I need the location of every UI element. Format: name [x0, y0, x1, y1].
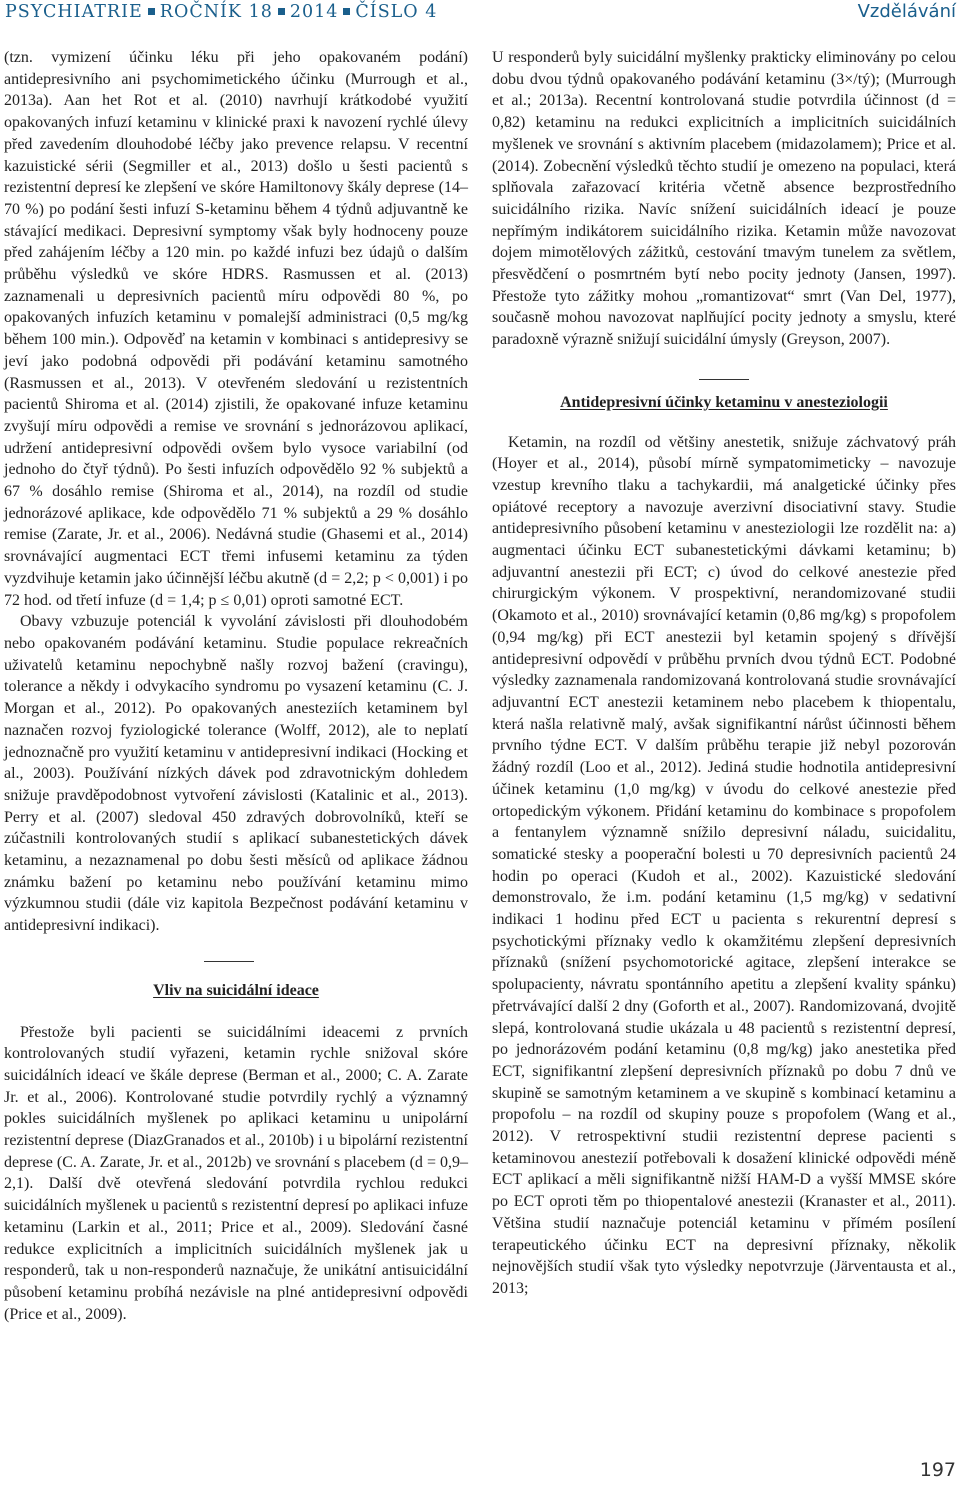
square-bullet-icon	[148, 8, 155, 15]
paragraph: U responderů byly suicidální myšlenky prakticky eliminovány po celou dobu dvou týdnů opakovaného podávání ketaminu (3×/tý); (Murrough et al.; 2013a). Recentní kontrolovaná studie potvrdila účinnost (d = 0,82) ketaminu na redukci explicitních a implicitních suicidálních myšlenek ve srovnání s aktivním placebem (midazolamem); Price et al. (2014). Zobecnění výsledků těchto studií je omezeno na populaci, která splňovala zařazovací kritéria včetně absence bezprostředního suicidálního rizika. Navíc snížení suicidálních ideací je pouze nepřímým indikátorem suicidálního rizika. Ketamin může navozovat dojem mimotělových zážitků, cestování tmavým tunelem za světlem, přesvědčení o posmrtném bytí nebo pocity jednoty (Jansen, 1997). Přestože tyto zážitky mohou „romantizovat“ smrt (Van Del, 1977), současně mohou navozovat naplňující pocity jednoty a smyslu, které paradoxně výrazně snižují suicidální úmysly (Greyson, 2007).	[492, 49, 956, 349]
right-column	[492, 47, 956, 1300]
issue-label: ČÍSLO 4	[355, 2, 438, 22]
paragraph: Ketamin, na rozdíl od většiny anestetik, snižuje záchvatový práh (Hoyer et al., 2014), působí mírně sympatomimeticky – navozuje vzestup krevního tlaku a tachykardii, má analgetické účinky přes opiátové receptory a navozuje averzivní disociativní stavy. Studie antidepresivního působení ketaminu v anesteziologii lze rozdělit na: a) augmentaci účinku ECT subanestetickými dávkami ketaminu; b) adjuvantní anestezii při ECT; c) úvod do celkové anestezie před chirurgickým výkonem. V prospektivní, nerandomizované studii (Okamoto et al., 2010) srovnávající ketamin (0,86 mg/kg) s propofolem (0,94 mg/kg) při ECT anestezii byl ketamin spojený s dřívější antidepresivní odpovědí v průběhu prvních dvou týdnů ECT. Podobné výsledky zaznamenala randomizovaná kontrolovaná studie srovnávající adjuvantní ECT anestezii ketaminem nebo placebem k thiopentalu, která našla relativně malý, avšak signifikantní nárůst účinnosti během prvního týdne ECT. V dalším průběhu terapie již nebyl pozorován žádný rozdíl (Loo et al., 2012). Jediná studie hodnotila antidepresivní účinek ketaminu (1,0 mg/kg) v úvodu do celkové anestezie před ortopedickým výkonem. Přidání ketaminu do kombinace s propofolem a fentanylem významně snížilo depresivní náladu, suicidalitu, somatické stesky a pooperační bolesti u 70 depresivních pacientů 24 hodin po operaci (Kudoh et al., 2002). Kazuistické sledování demonstrovalo, že i.m. podání ketaminu (1,5 mg/kg) v sedativní indikaci 1 hodinu před ECT u pacienta s rekurentní depresí s psychotickými příznaky vedlo k okamžitému zlepšení depresivních příznaků (snížení psychomotorické agitace, zlepšení interakce se spolupacienty, návratu spontánního apetitu a zlepšení kvality spánku) přetrvávající další 2 dny (Goforth et al., 2007). Randomizovaná, dvojitě slepá, kontrolovaná studie ukázala u 48 pacientů s rezistentní depresí, po jednorázovém podání ketaminu (0,8 mg/kg) jako anestetika před ECT, signifikantní zlepšení depresivních příznaků po dobu 7 dnů ve skupině se samotným ketaminem a ve skupině s kombinací ketaminu a propofolu – na rozdíl od skupiny pouze s propofolem (Wang et al., 2012). V retrospektivní studii rezistentní deprese pacienti s ketaminovou anestezií potřebovali k dosažení klinické odpovědi méně ECT aplikací a měli signifikantně nižší HAM-D a vyšší MMSE skóre po ECT oproti těm po thiopentalové anestezii (Kranaster et al., 2011). Většina studií naznačuje potenciál ketaminu v přímém posílení terapeutického účinku ECT na depresivní příznaky, několik nejnovějších studií však tyto výsledky nepotvrzuje (Järventausta et al., 2013;	[492, 433, 956, 1297]
heading-rule	[204, 961, 254, 962]
year-label: 2014	[289, 2, 339, 22]
paragraph: Obavy vzbuzuje potenciál k vyvolání závislosti při dlouhodobém nebo opakovaném podávání ketaminu. Studie populace rekreačních uživatelů ketaminu nepochybně našly rozvoj bažení (cravingu), tolerance a někdy i odvykacího syndromu po vysazení ketaminu (C. J. Morgan et al., 2012). Po opakovaných anesteziích ketaminem byl naznačen rozvoj fyziologické tolerance (Wolff, 2012), ale to neplatí jednoznačně pro využití ketaminu v antidepresivní indikaci (Hocking et al., 2003). Používání nízkých dávek pod zdravotnickým dohledem snižuje pravděpodobnost vytvoření závislosti (Katalinic et al., 2013). Perry et al. (2007) sledoval 450 zdravých dobrovolníků, kteří se zúčastnili kontrolovaných studií s aplikací subanestetických dávek ketaminu, a nezaznamenal po dobu šesti měsíců od aplikace žádnou známku bažení po ketaminu nebo používání ketaminu mimo výzkumnou studii (dále viz kapitola Bezpečnost podávání ketaminu v antidepresivní indikaci).	[4, 613, 468, 935]
section-heading: Vliv na suicidální ideace	[153, 981, 319, 999]
left-column	[4, 47, 468, 1325]
paragraph: (tzn. vymizení účinku léku při jeho opakovaném podání) antidepresivního ani psychomimetického účinku (Murrough et al., 2013a). Aan het Rot et al. (2010) navrhují krátkodobé využití opakovaných infuzí ketaminu v klinické praxi k navození rychlé úlevy před zavedením dlouhodobé léčby jako prevence relapsu. V recentní kazuistické sérii (Segmiller et al., 2013) došlo u šesti pacientů s rezistentní depresí ke zlepšení ve skóre Hamiltonovy škály deprese (14–70 %) po podání šesti infuzí S-ketaminu během 4 týdnů adjuvantně ke stávající medikaci. Depresivní symptomy však byly hodnoceny pouze před zahájením léčby a 120 min. po každé infuzi bez údajů o dalším průběhu výsledků ve skóre HDRS. Rasmussen et al. (2013) zaznamenali u depresivních pacientů míru odpovědi 80 %, po opakovaných infuzích ketaminu v pomalejší administraci (0,5 mg/kg během 100 min.). Odpověď na ketamin v kombinaci s antidepresivy se jeví jako podobná odpovědi při podávání ketaminu samotného (Rasmussen et al., 2013). V otevřeném sledování u rezistentních pacientů Shiroma et al. (2014) zjistili, že opakované infuze ketaminu zvyšují míru odpovědi a remise ve srovnání s jednorázovou aplikací, udržení antidepresivní odpovědi ovšem bylo vysoce variabilní (od jednoho do čtyř týdnů). Po šesti infuzích odpovědělo 92 % subjektů a 67 % dosáhlo remise (Shiroma et al., 2014), na rozdíl od studie jednorázové aplikace, kde odpovědělo 71 % subjektů a 29 % dosáhlo remise (Zarate, Jr. et al., 2006). Nedávná studie (Ghasemi et al., 2014) srovnávající augmentaci ECT třemi infusemi ketaminu za týden vyzdvihuje ketamin jako účinnější léčbu akutně (d = 2,2; p < 0,001) i po 72 hod. od třetí infuze (d = 1,4; p ≤ 0,01) oproti samotné ECT.	[4, 49, 468, 609]
page-header	[0, 0, 960, 32]
square-bullet-icon	[278, 8, 285, 15]
journal-title	[5, 2, 437, 22]
section-heading: Antidepresivní účinky ketaminu v anesteziologii	[560, 393, 888, 411]
heading-rule	[699, 379, 749, 380]
volume-label: ROČNÍK 18	[159, 2, 273, 22]
square-bullet-icon	[343, 8, 350, 15]
paragraph: Přestože byli pacienti se suicidálními ideacemi z prvních kontrolovaných studií vyřazeni, ketamin rychle snižoval skóre suicidálních ideací ve škále deprese (Berman et al., 2000; C. A. Zarate Jr. et al., 2006). Kontrolované studie potvrdily rychlý a významný pokles suicidálních myšlenek po aplikaci ketaminu u unipolární rezistentní deprese (DiazGranados et al., 2010b) i u bipolární rezistentní deprese (C. A. Zarate, Jr. et al., 2012b) ve srovnání s placebem (d = 0,9–2,1). Další dvě otevřená sledování potvrdila rychlou redukci suicidálních myšlenek u pacientů s rezistentní depresí po aplikaci infuze ketaminu (Larkin et al., 2011; Price et al., 2009). Sledování časné redukce explicitních a implicitních suicidálních myšlenek jak u responderů, tak u non-responderů naznačuje, že unikátní antisuicidální působení ketaminu probíhá nezávisle na plné antidepresivní odpovědi (Price et al., 2009).	[4, 1023, 468, 1323]
journal-name: PSYCHIATRIE	[5, 2, 143, 22]
section-heading-block	[4, 961, 468, 1002]
section-label: Vzdělávání	[857, 1, 956, 22]
page-number: 197	[919, 1459, 956, 1481]
section-heading-block	[492, 379, 956, 414]
